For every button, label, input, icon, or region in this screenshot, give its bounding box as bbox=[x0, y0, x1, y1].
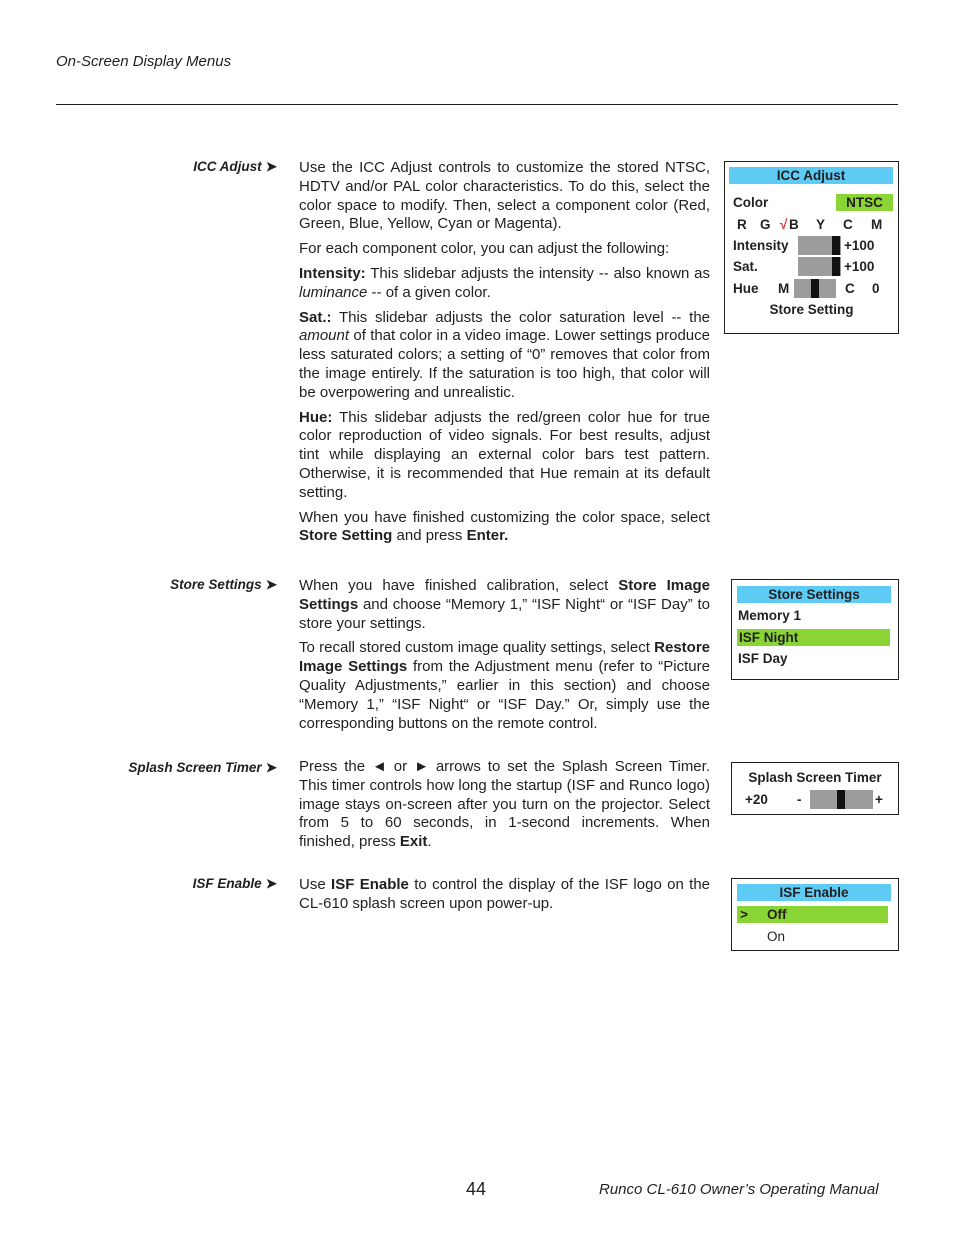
text: from the Adjustment menu (refer to “Picture Quality Adjustments,” earlier in this section) and choose “Memory 1,” “ISF Night“ or “ISF Day.” Or, simply use the corresponding buttons on the remote control. bbox=[299, 658, 710, 732]
icc-adjust-text bbox=[299, 159, 710, 552]
store-settings-text bbox=[299, 577, 710, 739]
check-icon: √ bbox=[780, 217, 788, 232]
decrease-button[interactable]: - bbox=[797, 792, 802, 807]
term: Hue: bbox=[299, 408, 333, 426]
side-label-text: ISF Enable bbox=[192, 876, 262, 891]
text: -- of a given color. bbox=[367, 283, 491, 301]
component-r[interactable]: R bbox=[737, 217, 747, 232]
menu-item-isf-night[interactable]: ISF Night bbox=[737, 629, 890, 646]
paragraph-sat bbox=[299, 309, 710, 403]
text: This slidebar adjusts the color saturation level -- the bbox=[331, 308, 710, 326]
osd-title: ISF Enable bbox=[737, 884, 891, 901]
running-header: On-Screen Display Menus bbox=[56, 53, 232, 70]
slider-knob[interactable] bbox=[832, 236, 840, 255]
text: This slidebar adjusts the intensity -- also known as bbox=[365, 264, 710, 282]
component-g[interactable]: G bbox=[760, 217, 771, 232]
side-label-isf-enable bbox=[57, 876, 277, 892]
side-label-text: Store Settings bbox=[170, 577, 262, 592]
text: To recall stored custom image quality settings, select bbox=[299, 639, 655, 657]
arrow-right-icon: ➤ bbox=[265, 876, 277, 891]
cursor-indicator: > bbox=[740, 907, 748, 922]
sat-label: Sat. bbox=[733, 259, 758, 274]
timer-value: +20 bbox=[745, 792, 768, 807]
osd-icc-adjust-panel bbox=[724, 161, 899, 334]
paragraph: For each component color, you can adjust the following: bbox=[299, 240, 670, 258]
side-label-icc-adjust bbox=[57, 159, 277, 175]
text: Use bbox=[299, 876, 332, 893]
text: and press bbox=[392, 527, 467, 545]
paragraph: Use the ICC Adjust controls to customize the stored NTSC, HDTV and/or PAL color characteristics. To do this, select the color space to modify. Then, select a component color (Red, Green, Blue, Yellow, Cyan or Magenta). bbox=[299, 159, 710, 233]
component-y[interactable]: Y bbox=[816, 217, 826, 232]
menu-item-isf-day[interactable]: ISF Day bbox=[738, 651, 788, 666]
text: of that color in a video image. Lower settings produce less saturated colors; a setting of “0” removes that color from the image entirely. If the saturation is too high, that color will be overpowering and unrealistic. bbox=[299, 327, 710, 401]
osd-title: Store Settings bbox=[737, 586, 891, 603]
osd-splash-timer-panel bbox=[731, 762, 899, 815]
text: When you have finished customizing the color space, select bbox=[299, 508, 710, 526]
text: to control the display of the ISF logo on the CL-610 splash screen upon power-up. bbox=[299, 876, 711, 912]
slider-knob[interactable] bbox=[837, 790, 845, 809]
arrow-right-icon: ➤ bbox=[265, 159, 277, 174]
intensity-value: +100 bbox=[844, 238, 875, 253]
arrow-right-icon: ➤ bbox=[265, 760, 277, 775]
text: When you have finished calibration, select bbox=[299, 577, 619, 594]
term: Store Image Settings bbox=[299, 577, 710, 613]
text: This slidebar adjusts the red/green color hue for true color reproduction of video signals. For best results, adjust tint while displaying an external color bars test pattern. Otherwise, it is recommended that Hue remain at its default setting. bbox=[299, 408, 710, 501]
slider-knob[interactable] bbox=[811, 279, 819, 298]
side-label-text: ICC Adjust bbox=[193, 159, 262, 174]
option-on[interactable]: On bbox=[767, 929, 786, 944]
paragraph bbox=[299, 639, 710, 733]
osd-title: ICC Adjust bbox=[729, 167, 893, 184]
arrow-right-icon: ➤ bbox=[265, 577, 277, 592]
text: . bbox=[427, 833, 432, 851]
option-off[interactable]: Off bbox=[767, 907, 787, 922]
term: Intensity: bbox=[299, 264, 366, 282]
splash-screen-text bbox=[299, 758, 710, 858]
paragraph-hue bbox=[299, 409, 710, 503]
term: Exit bbox=[399, 833, 428, 851]
paragraph bbox=[299, 758, 710, 852]
term: Enter. bbox=[466, 527, 509, 545]
sat-slider[interactable] bbox=[798, 257, 841, 276]
term: Restore Image Settings bbox=[299, 639, 710, 676]
osd-isf-enable-panel bbox=[731, 878, 899, 951]
term: ISF Enable bbox=[331, 876, 409, 893]
component-m[interactable]: M bbox=[871, 217, 883, 232]
hue-label: Hue bbox=[733, 281, 759, 296]
emphasis: luminance bbox=[299, 283, 368, 301]
isf-enable-text bbox=[299, 876, 710, 920]
paragraph bbox=[299, 577, 710, 633]
paragraph-final bbox=[299, 509, 710, 547]
side-label-store-settings bbox=[57, 577, 277, 593]
term: Sat.: bbox=[299, 308, 332, 326]
page-number: 44 bbox=[466, 1179, 487, 1199]
intensity-slider[interactable] bbox=[798, 236, 841, 255]
text: and choose “Memory 1,” “ISF Night“ or “ISF Day” to store your settings. bbox=[299, 595, 710, 632]
menu-item-memory-1[interactable]: Memory 1 bbox=[738, 608, 802, 623]
hue-value: 0 bbox=[872, 281, 880, 296]
color-space-value[interactable]: NTSC bbox=[836, 194, 893, 211]
sat-value: +100 bbox=[844, 259, 875, 274]
text: Press the ◄ or ► arrows to set the Splash Screen Timer. This timer controls how long the startup (ISF and Runco logo) image stays on-screen after you turn on the projector. Select from 5 to 60 seconds, in 1-second increments. When finished, press bbox=[299, 758, 710, 851]
paragraph bbox=[299, 876, 710, 914]
header-rule bbox=[56, 104, 898, 105]
side-label-text: Splash Screen Timer bbox=[128, 760, 262, 775]
hue-left-label: M bbox=[778, 281, 790, 296]
slider-knob[interactable] bbox=[832, 257, 840, 276]
option-off-row[interactable] bbox=[737, 906, 888, 923]
component-c[interactable]: C bbox=[843, 217, 853, 232]
side-label-splash-screen-timer bbox=[57, 760, 277, 776]
osd-store-settings-panel bbox=[731, 579, 899, 680]
increase-button[interactable]: + bbox=[875, 792, 883, 807]
hue-slider[interactable] bbox=[794, 279, 836, 298]
osd-title: Splash Screen Timer bbox=[748, 770, 882, 785]
component-b[interactable]: B bbox=[789, 217, 799, 232]
paragraph-intensity bbox=[299, 265, 710, 303]
hue-right-label: C bbox=[845, 281, 855, 296]
footer-doc-title: Runco CL-610 Owner’s Operating Manual bbox=[599, 1181, 879, 1198]
emphasis: amount bbox=[299, 327, 350, 345]
timer-slider[interactable] bbox=[810, 790, 873, 809]
store-setting-button[interactable]: Store Setting bbox=[769, 302, 854, 317]
color-label: Color bbox=[733, 195, 769, 210]
intensity-label: Intensity bbox=[733, 238, 789, 253]
term: Store Setting bbox=[299, 527, 393, 545]
